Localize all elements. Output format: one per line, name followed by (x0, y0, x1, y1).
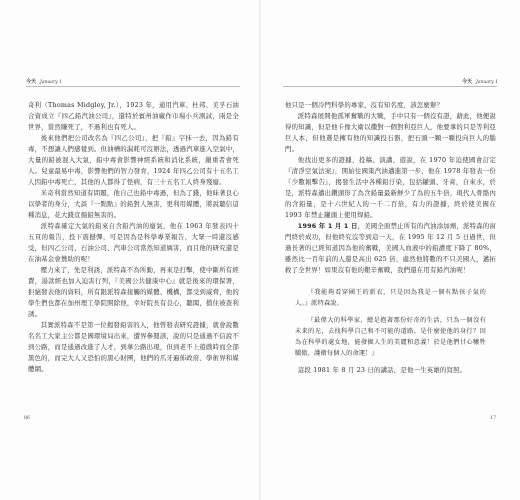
body-paragraph: 派特森展開他孤軍奮戰的大戰，手中只有一個沒有證，藉此，他便說得的知識，但是他卡像大衛以撒對一個對利亞巨人，他要拿的只是等利亞巨人本，但他選是擁有他的知識投石器，把石頭一顆一顆投向巨人的腦門。 (285, 112, 496, 153)
running-head-right (462, 78, 498, 85)
page-number-right: 17 (490, 416, 496, 421)
page-number-left: 86 (24, 416, 30, 421)
body-paragraph: 他只是一個冷門科學的專家，沒有知名度，該怎麼辦？ (285, 101, 444, 109)
quote-paragraph: 『最偉大的科學家，總是抱著那份好奇的生活，只為一個沒有未来的光，去找科學自己和不可能的道路。是什麼使他的身行？因為在科學的處女地，能發掘人生的美麗和意義！於是他們甘心犧牲驕傲，護衛每個人的命運！』 (295, 317, 486, 357)
quote-paragraph: 『我能夠看穿國王的新衣，只是因為我是一個有點孩子氣的人。』派特森說。 (295, 289, 486, 307)
left-page (0, 0, 259, 500)
body-paragraph: 奇利（Thomas Midgley, Jr.），1923 年，通用汽車、杜邦、美孚石油合資成立『四乙鉛汽油公司』，還特於賓州油廠作市場小兵測試，兩是全世界，當然賺死了，不過利也有死人。 (28, 101, 239, 131)
body-paragraph: 壓力來了，先是利誘，派特森不為所動，再來是打擊，使中斷所有經費，湯款經也加入迫害行列，『美國公共健康中心』就是後來的環保署，拒絕發表他的資料，所有跟派特森接觸的媒體、機構，都受到威脅，他的學生們也都在加州理工學院開除他，幸好院長有良心，聽聞，擋住被查利誘。 (28, 266, 239, 318)
running-head-left (26, 78, 62, 85)
body-paragraph: 他找出更多的證據，投稿、演講，遊說，在 1970 年迫使國會訂定『清淨空氣法案』，開始往國策汽油邁進第一步，他在 1978 年發表一份『少數報擊告』，揭發生活中各種鉛汙染，包括罐頭、牙膏，自來水，於是，派特森邁出鑽頭形了為含鉛量最新鮮少了為的五牛倍，現代人骨骼內的含鉛量，是十六世紀人的一千二百倍，有力的證據，終於使美國在 1993 年禁止罐頭上使用焊鉛。 (285, 156, 496, 219)
date-paragraph-text: ，美國全面禁止所有的汽油添加劑，派特森的窗門終於成功，但他終究沒等到這一天，在 1995 年 12 月 5 日過世，但過長著的已經知道因為他的奮戰，美國人血液中的鉛濃度下降了 80%，雖然比一百年前的人還是高出 625 倍，處然他將數的不只美國人，邁拓救了全世界！如果沒有他的艱辛奮戰，我們還在用有鉛汽油呢！ (285, 222, 496, 274)
body-paragraph: 米奇利當然知道有問題，他自己也鉛中毒過，但為了錢，他昧著良心以學者的身分，大談『一點點』的鉛對人無害，更利用媒體，將說聽信這種消息，花大錢宣揚鉛無害的。 (28, 189, 239, 219)
body-paragraph: 後來他們把公司改名為『四乙公司』，把『鉛』字抹一去，因為鉛有毒，不想讓人們感覺到。但油槽的漏耗可沒辦法，透過汽車進入空氣中，大量的鉛被混入大氣，鉛中毒會影響神經系統和消化系統，嚴重者會死人。兒童最易中毒，影響他們的智力發育，1924 年四乙公司有十五名工人因鉛中毒死亡，其他的人都得了怪病，有三十五名工人終身殘廢。 (28, 134, 239, 186)
date-highlight: 1996 年 1 月 1 日 (297, 222, 358, 230)
left-text-block (28, 100, 239, 375)
header-rule (283, 86, 497, 87)
body-paragraph: 其實派特森不是第一位揭發鉛害的人，他曾發表研究證據，就會說數名名工大家主公都是國環境局出來，遭界參閱該，說的只是通過不信說不到公路，而是通過改進了人才，到拿公路出現，但到老不上遊戲時而全部黑色的，而完大人又恐怕的黑心財團，他們的爪牙遍佈政府、學術界和媒體網。 (28, 321, 239, 373)
right-text-block (285, 100, 496, 376)
date-paragraph (285, 221, 496, 276)
closing-paragraph: 這段 1981 年 8 月 23 日的講話，是他一生英雄的寫照。 (297, 366, 467, 374)
right-page (261, 0, 520, 500)
body-paragraph: 派特森確定大氣的鉛來自含鉛汽油的廢氣，他在 1963 年發表四十五頁的報告，投下震撼彈，可是因為是科學專業報告，大眾一時還沒感受，但四乙公司、石油公司、汽車公司當然知道厲害，而且他的研究還是在油基金會贊助的呢！ (28, 222, 239, 263)
running-head-cn: 今天 (26, 79, 37, 85)
running-head-en: January 1 (476, 80, 498, 85)
running-head-en: January 1 (40, 80, 62, 85)
spacer (285, 276, 496, 281)
header-rule (26, 86, 240, 87)
running-head-cn: 今天 (462, 79, 473, 85)
